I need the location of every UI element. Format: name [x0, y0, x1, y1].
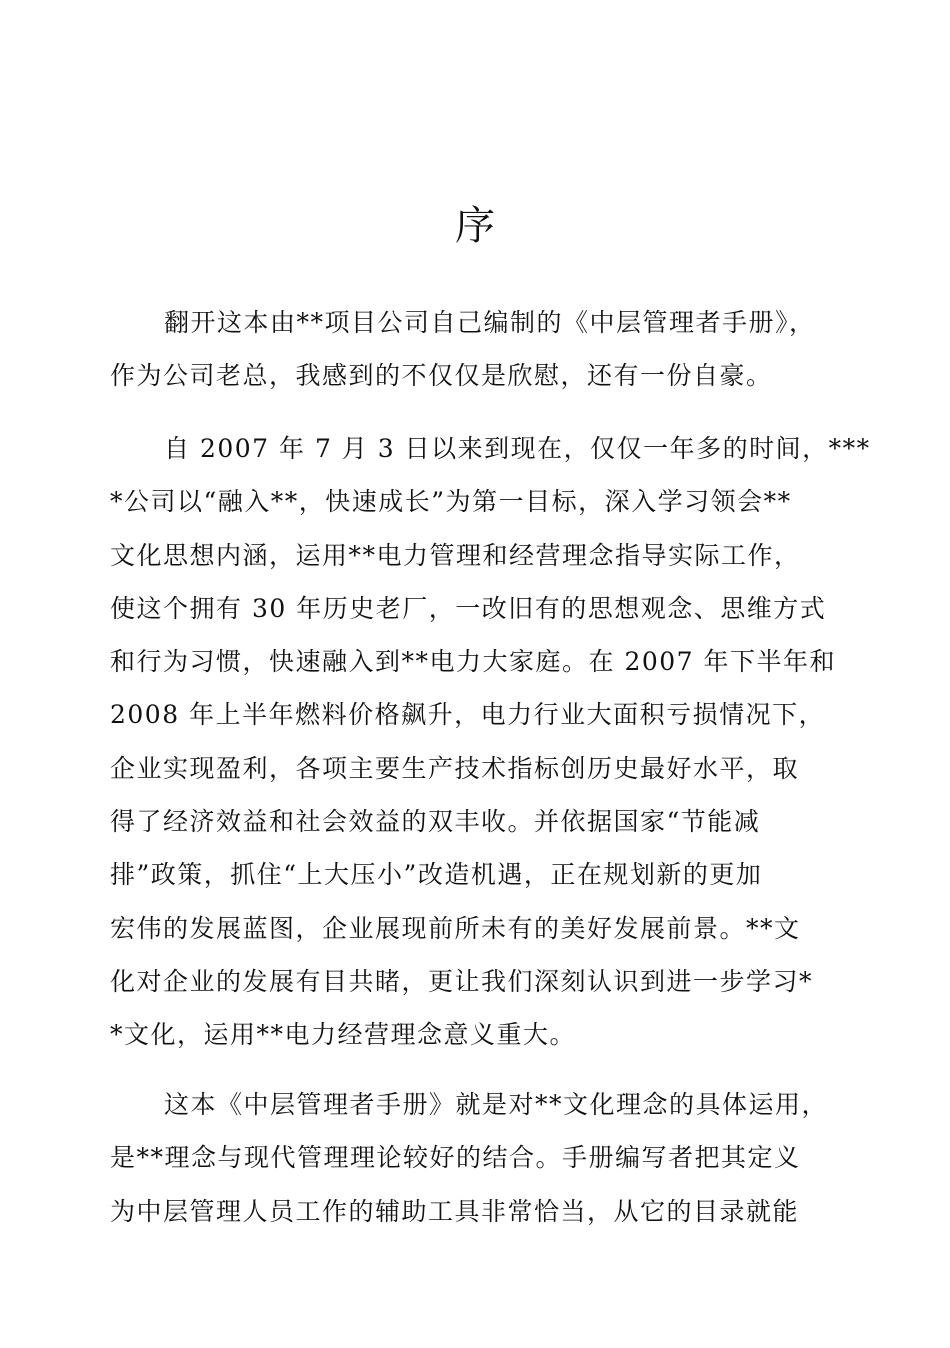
page-title: 序 [455, 203, 495, 249]
paragraph-line: 和行为习惯，快速融入到**电力大家庭。在 2007 年下半年和 [110, 647, 837, 677]
paragraph-1 [110, 296, 870, 403]
paragraph-line: 化对企业的发展有目共睹，更让我们深刻认识到进一步学习* [110, 966, 814, 996]
paragraph-line: 自 2007 年 7 月 3 日以来到现在，仅仅一年多的时间，*** [164, 434, 871, 463]
paragraph-line: *文化，运用**电力经营理念意义重大。 [110, 1020, 577, 1050]
paragraph-3 [110, 1078, 870, 1238]
paragraph-line: 使这个拥有 30 年历史老厂，一改旧有的思想观念、思维方式 [110, 593, 827, 623]
paragraph-line: *公司以“融入**，快速成长”为第一目标，深入学习领会** [110, 487, 792, 517]
paragraph-line: 得了经济效益和社会效益的双丰收。并依据国家“节能减 [110, 807, 761, 837]
paragraph-line: 文化思想内涵，运用**电力管理和经营理念指导实际工作， [110, 540, 801, 570]
paragraph-2 [110, 422, 870, 1062]
paragraph-line: 作为公司老总，我感到的不仅仅是欣慰，还有一份自豪。 [110, 361, 773, 391]
paragraph-line: 这本《中层管理者手册》就是对**文化理念的具体运用， [164, 1090, 829, 1119]
paragraph-line: 翻开这本由**项目公司自己编制的《中层管理者手册》， [164, 308, 816, 337]
paragraph-line: 排”政策，抓住“上大压小”改造机遇，正在规划新的更加 [110, 860, 763, 890]
paragraph-line: 是**理念与现代管理理论较好的结合。手册编写者把其定义 [110, 1143, 801, 1173]
paragraph-line: 2008 年上半年燃料价格飙升，电力行业大面积亏损情况下， [110, 700, 826, 730]
paragraph-line: 企业实现盈利，各项主要生产技术指标创历史最好水平，取 [110, 753, 800, 783]
paragraph-line: 宏伟的发展蓝图，企业展现前所未有的美好发展前景。**文 [110, 913, 801, 943]
paragraph-line: 为中层管理人员工作的辅助工具非常恰当，从它的目录就能 [110, 1196, 800, 1226]
